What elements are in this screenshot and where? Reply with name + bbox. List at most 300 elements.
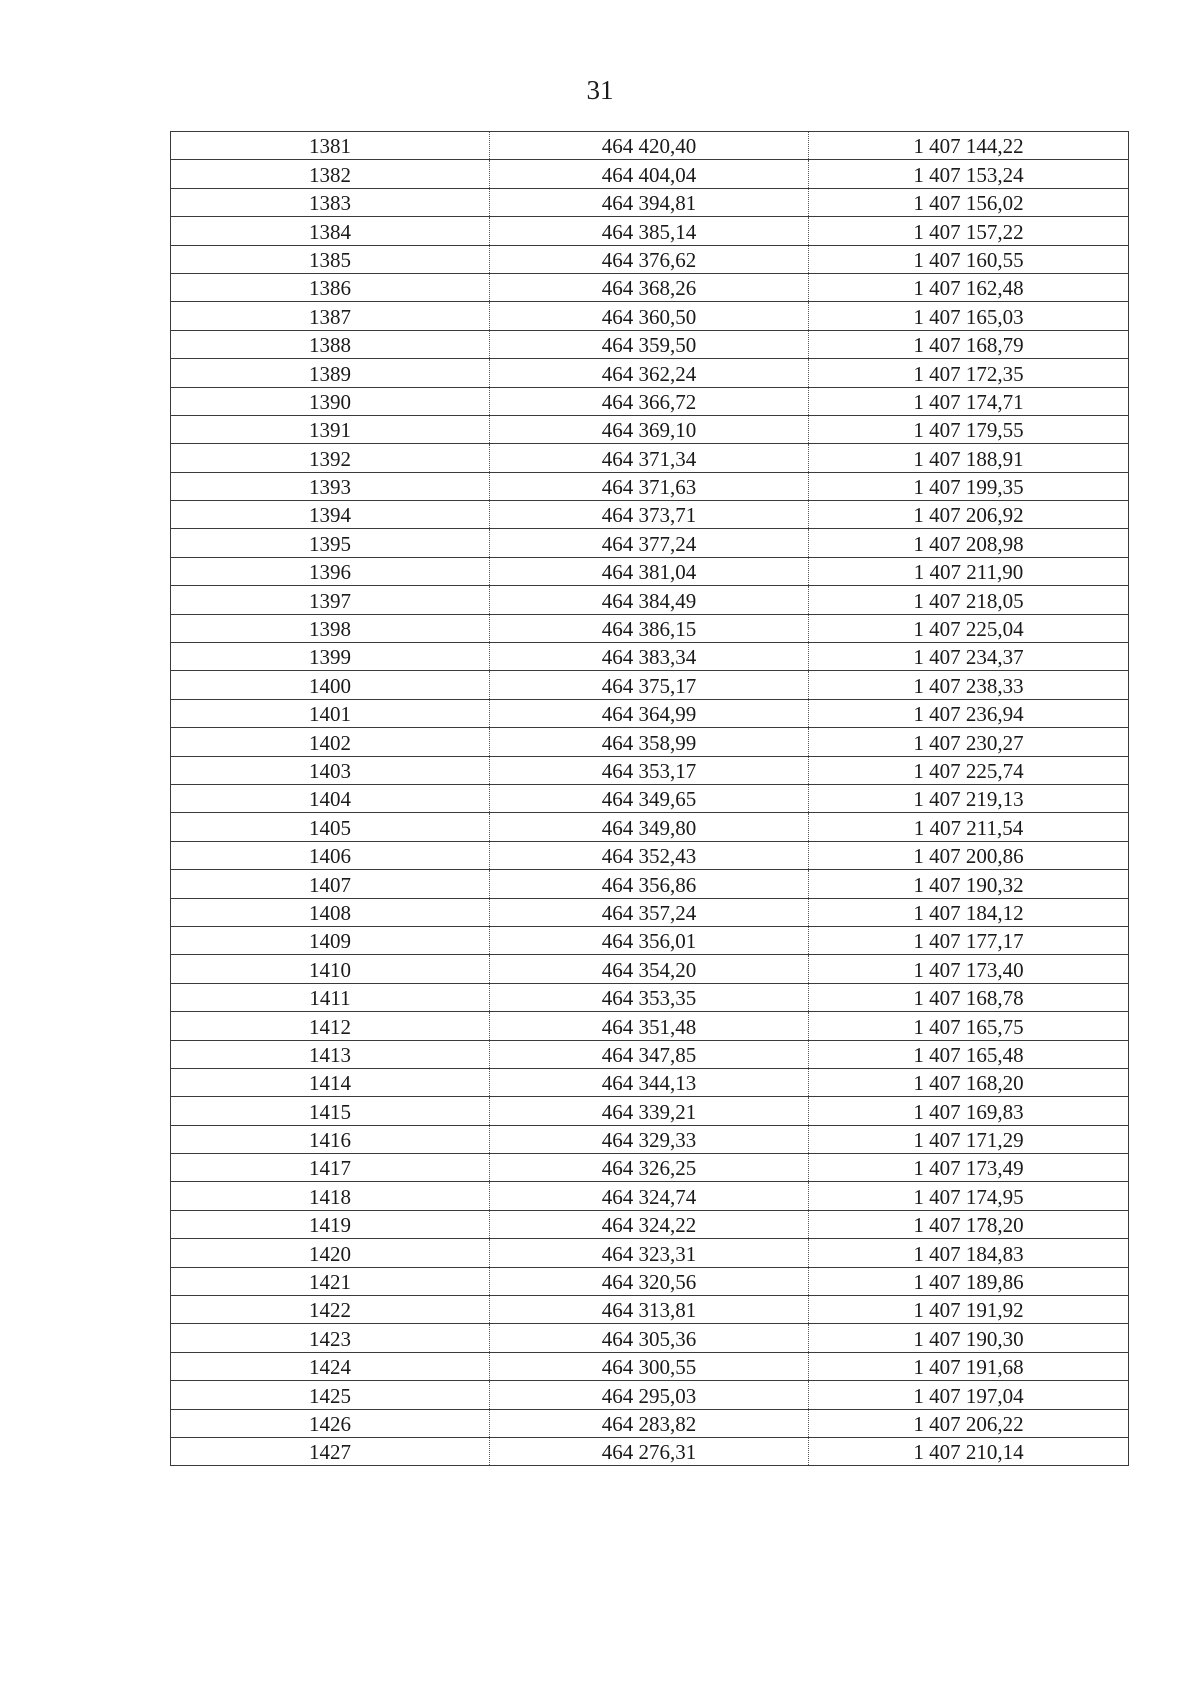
table-row bbox=[171, 415, 1129, 443]
table-row bbox=[171, 273, 1129, 301]
point-number-cell bbox=[171, 614, 490, 642]
point-number-cell-text: 1398 bbox=[309, 617, 351, 642]
point-number-cell bbox=[171, 330, 490, 358]
table-row bbox=[171, 188, 1129, 216]
table-row bbox=[171, 586, 1129, 614]
y-coordinate-cell-text: 1 407 200,86 bbox=[913, 844, 1024, 869]
point-number-cell-text: 1424 bbox=[309, 1355, 351, 1380]
point-number-cell-text: 1392 bbox=[309, 446, 351, 471]
y-coordinate-cell bbox=[809, 1182, 1129, 1210]
point-number-cell-text: 1423 bbox=[309, 1326, 351, 1351]
x-coordinate-cell-text: 464 276,31 bbox=[601, 1440, 697, 1465]
y-coordinate-cell-text: 1 407 208,98 bbox=[913, 531, 1024, 556]
point-number-cell bbox=[171, 160, 490, 188]
y-coordinate-cell-text: 1 407 236,94 bbox=[913, 702, 1024, 727]
point-number-cell bbox=[171, 472, 490, 500]
x-coordinate-cell bbox=[490, 728, 809, 756]
table-row bbox=[171, 926, 1129, 954]
point-number-cell-text: 1414 bbox=[309, 1071, 351, 1096]
point-number-cell-text: 1416 bbox=[309, 1128, 351, 1153]
y-coordinate-cell bbox=[809, 472, 1129, 500]
x-coordinate-cell-text: 464 324,22 bbox=[601, 1213, 697, 1238]
coordinates-table bbox=[170, 131, 1129, 1466]
table-row bbox=[171, 898, 1129, 926]
x-coordinate-cell bbox=[490, 1437, 809, 1465]
point-number-cell-text: 1400 bbox=[309, 673, 351, 698]
y-coordinate-cell-text: 1 407 153,24 bbox=[913, 162, 1024, 187]
table-row bbox=[171, 472, 1129, 500]
point-number-cell-text: 1399 bbox=[309, 645, 351, 670]
x-coordinate-cell-text: 464 359,50 bbox=[601, 333, 697, 358]
y-coordinate-cell-text: 1 407 157,22 bbox=[913, 219, 1024, 244]
y-coordinate-cell-text: 1 407 238,33 bbox=[913, 673, 1024, 698]
x-coordinate-cell-text: 464 366,72 bbox=[601, 389, 697, 414]
table-row bbox=[171, 1381, 1129, 1409]
x-coordinate-cell bbox=[490, 1125, 809, 1153]
table-row bbox=[171, 699, 1129, 727]
y-coordinate-cell-text: 1 407 191,68 bbox=[913, 1355, 1024, 1380]
x-coordinate-cell-text: 464 358,99 bbox=[601, 730, 697, 755]
table-row bbox=[171, 1097, 1129, 1125]
x-coordinate-cell-text: 464 339,21 bbox=[601, 1099, 697, 1124]
table-row bbox=[171, 614, 1129, 642]
point-number-cell-text: 1387 bbox=[309, 304, 351, 329]
point-number-cell-text: 1419 bbox=[309, 1213, 351, 1238]
table-row bbox=[171, 1154, 1129, 1182]
y-coordinate-cell-text: 1 407 172,35 bbox=[913, 361, 1024, 386]
x-coordinate-cell bbox=[490, 245, 809, 273]
point-number-cell bbox=[171, 1437, 490, 1465]
table-row bbox=[171, 217, 1129, 245]
x-coordinate-cell-text: 464 356,01 bbox=[601, 929, 697, 954]
point-number-cell bbox=[171, 132, 490, 160]
point-number-cell-text: 1390 bbox=[309, 389, 351, 414]
x-coordinate-cell bbox=[490, 1154, 809, 1182]
y-coordinate-cell-text: 1 407 211,90 bbox=[913, 560, 1024, 585]
point-number-cell bbox=[171, 188, 490, 216]
x-coordinate-cell-text: 464 353,17 bbox=[601, 758, 697, 783]
point-number-cell bbox=[171, 529, 490, 557]
table-row bbox=[171, 1239, 1129, 1267]
y-coordinate-cell bbox=[809, 728, 1129, 756]
point-number-cell bbox=[171, 1409, 490, 1437]
y-coordinate-cell bbox=[809, 1125, 1129, 1153]
table-row bbox=[171, 1296, 1129, 1324]
y-coordinate-cell-text: 1 407 168,79 bbox=[913, 333, 1024, 358]
x-coordinate-cell-text: 464 371,34 bbox=[601, 446, 697, 471]
point-number-cell bbox=[171, 1381, 490, 1409]
point-number-cell-text: 1427 bbox=[309, 1440, 351, 1465]
point-number-cell-text: 1412 bbox=[309, 1014, 351, 1039]
table-row bbox=[171, 1267, 1129, 1295]
y-coordinate-cell bbox=[809, 1210, 1129, 1238]
point-number-cell-text: 1384 bbox=[309, 219, 351, 244]
point-number-cell-text: 1403 bbox=[309, 758, 351, 783]
y-coordinate-cell bbox=[809, 132, 1129, 160]
x-coordinate-cell bbox=[490, 1097, 809, 1125]
point-number-cell-text: 1409 bbox=[309, 929, 351, 954]
y-coordinate-cell-text: 1 407 173,49 bbox=[913, 1156, 1024, 1181]
table-row bbox=[171, 1324, 1129, 1352]
table-row bbox=[171, 1125, 1129, 1153]
point-number-cell bbox=[171, 699, 490, 727]
y-coordinate-cell-text: 1 407 199,35 bbox=[913, 475, 1024, 500]
x-coordinate-cell bbox=[490, 1040, 809, 1068]
y-coordinate-cell bbox=[809, 387, 1129, 415]
y-coordinate-cell bbox=[809, 841, 1129, 869]
coordinates-table-body bbox=[171, 132, 1129, 1466]
y-coordinate-cell-text: 1 407 197,04 bbox=[913, 1383, 1024, 1408]
y-coordinate-cell-text: 1 407 211,54 bbox=[913, 815, 1024, 840]
point-number-cell bbox=[171, 813, 490, 841]
point-number-cell bbox=[171, 1012, 490, 1040]
point-number-cell bbox=[171, 728, 490, 756]
x-coordinate-cell bbox=[490, 444, 809, 472]
point-number-cell bbox=[171, 217, 490, 245]
x-coordinate-cell bbox=[490, 643, 809, 671]
point-number-cell bbox=[171, 1040, 490, 1068]
y-coordinate-cell-text: 1 407 219,13 bbox=[913, 787, 1024, 812]
table-row bbox=[171, 1182, 1129, 1210]
point-number-cell-text: 1405 bbox=[309, 815, 351, 840]
x-coordinate-cell bbox=[490, 1267, 809, 1295]
x-coordinate-cell bbox=[490, 501, 809, 529]
point-number-cell-text: 1426 bbox=[309, 1411, 351, 1436]
x-coordinate-cell bbox=[490, 784, 809, 812]
x-coordinate-cell-text: 464 313,81 bbox=[601, 1298, 697, 1323]
y-coordinate-cell-text: 1 407 174,95 bbox=[913, 1184, 1024, 1209]
point-number-cell bbox=[171, 1068, 490, 1096]
point-number-cell bbox=[171, 245, 490, 273]
x-coordinate-cell-text: 464 381,04 bbox=[601, 560, 697, 585]
x-coordinate-cell-text: 464 347,85 bbox=[601, 1042, 697, 1067]
y-coordinate-cell bbox=[809, 671, 1129, 699]
x-coordinate-cell bbox=[490, 1210, 809, 1238]
x-coordinate-cell bbox=[490, 557, 809, 585]
point-number-cell bbox=[171, 671, 490, 699]
x-coordinate-cell-text: 464 369,10 bbox=[601, 418, 697, 443]
point-number-cell-text: 1425 bbox=[309, 1383, 351, 1408]
table-row bbox=[171, 643, 1129, 671]
point-number-cell-text: 1420 bbox=[309, 1241, 351, 1266]
x-coordinate-cell-text: 464 283,82 bbox=[601, 1411, 697, 1436]
table-row bbox=[171, 359, 1129, 387]
y-coordinate-cell bbox=[809, 273, 1129, 301]
x-coordinate-cell-text: 464 356,86 bbox=[601, 872, 697, 897]
y-coordinate-cell-text: 1 407 177,17 bbox=[913, 929, 1024, 954]
table-row bbox=[171, 132, 1129, 160]
y-coordinate-cell-text: 1 407 156,02 bbox=[913, 191, 1024, 216]
x-coordinate-cell-text: 464 353,35 bbox=[601, 986, 697, 1011]
x-coordinate-cell bbox=[490, 841, 809, 869]
point-number-cell bbox=[171, 1239, 490, 1267]
y-coordinate-cell bbox=[809, 1409, 1129, 1437]
point-number-cell-text: 1395 bbox=[309, 531, 351, 556]
x-coordinate-cell-text: 464 386,15 bbox=[601, 617, 697, 642]
y-coordinate-cell bbox=[809, 245, 1129, 273]
point-number-cell-text: 1422 bbox=[309, 1298, 351, 1323]
x-coordinate-cell-text: 464 384,49 bbox=[601, 588, 697, 613]
x-coordinate-cell bbox=[490, 359, 809, 387]
y-coordinate-cell bbox=[809, 1239, 1129, 1267]
x-coordinate-cell bbox=[490, 1296, 809, 1324]
point-number-cell bbox=[171, 955, 490, 983]
x-coordinate-cell-text: 464 300,55 bbox=[601, 1355, 697, 1380]
y-coordinate-cell-text: 1 407 184,83 bbox=[913, 1241, 1024, 1266]
x-coordinate-cell bbox=[490, 1068, 809, 1096]
y-coordinate-cell-text: 1 407 165,03 bbox=[913, 304, 1024, 329]
y-coordinate-cell-text: 1 407 168,78 bbox=[913, 986, 1024, 1011]
point-number-cell bbox=[171, 926, 490, 954]
y-coordinate-cell bbox=[809, 955, 1129, 983]
point-number-cell bbox=[171, 898, 490, 926]
x-coordinate-cell bbox=[490, 1239, 809, 1267]
x-coordinate-cell-text: 464 323,31 bbox=[601, 1241, 697, 1266]
x-coordinate-cell-text: 464 376,62 bbox=[601, 247, 697, 272]
y-coordinate-cell-text: 1 407 160,55 bbox=[913, 247, 1024, 272]
x-coordinate-cell bbox=[490, 217, 809, 245]
y-coordinate-cell bbox=[809, 330, 1129, 358]
point-number-cell-text: 1415 bbox=[309, 1099, 351, 1124]
y-coordinate-cell bbox=[809, 784, 1129, 812]
y-coordinate-cell bbox=[809, 217, 1129, 245]
x-coordinate-cell bbox=[490, 387, 809, 415]
y-coordinate-cell-text: 1 407 190,32 bbox=[913, 872, 1024, 897]
table-row bbox=[171, 841, 1129, 869]
x-coordinate-cell bbox=[490, 756, 809, 784]
y-coordinate-cell bbox=[809, 529, 1129, 557]
x-coordinate-cell-text: 464 354,20 bbox=[601, 957, 697, 982]
table-row bbox=[171, 671, 1129, 699]
x-coordinate-cell-text: 464 377,24 bbox=[601, 531, 697, 556]
y-coordinate-cell bbox=[809, 1296, 1129, 1324]
x-coordinate-cell bbox=[490, 1012, 809, 1040]
point-number-cell bbox=[171, 501, 490, 529]
y-coordinate-cell bbox=[809, 756, 1129, 784]
point-number-cell bbox=[171, 983, 490, 1011]
x-coordinate-cell bbox=[490, 898, 809, 926]
y-coordinate-cell-text: 1 407 174,71 bbox=[913, 389, 1024, 414]
table-row bbox=[171, 529, 1129, 557]
y-coordinate-cell bbox=[809, 557, 1129, 585]
y-coordinate-cell-text: 1 407 162,48 bbox=[913, 276, 1024, 301]
point-number-cell bbox=[171, 586, 490, 614]
table-row bbox=[171, 756, 1129, 784]
point-number-cell bbox=[171, 1352, 490, 1380]
y-coordinate-cell-text: 1 407 206,92 bbox=[913, 503, 1024, 528]
table-row bbox=[171, 387, 1129, 415]
y-coordinate-cell-text: 1 407 179,55 bbox=[913, 418, 1024, 443]
y-coordinate-cell bbox=[809, 302, 1129, 330]
y-coordinate-cell-text: 1 407 234,37 bbox=[913, 645, 1024, 670]
y-coordinate-cell bbox=[809, 1097, 1129, 1125]
table-row bbox=[171, 160, 1129, 188]
point-number-cell bbox=[171, 870, 490, 898]
y-coordinate-cell bbox=[809, 614, 1129, 642]
y-coordinate-cell-text: 1 407 190,30 bbox=[913, 1326, 1024, 1351]
x-coordinate-cell-text: 464 324,74 bbox=[601, 1184, 697, 1209]
table-row bbox=[171, 557, 1129, 585]
x-coordinate-cell bbox=[490, 699, 809, 727]
y-coordinate-cell-text: 1 407 144,22 bbox=[913, 134, 1024, 159]
x-coordinate-cell bbox=[490, 983, 809, 1011]
x-coordinate-cell-text: 464 344,13 bbox=[601, 1071, 697, 1096]
x-coordinate-cell bbox=[490, 529, 809, 557]
point-number-cell bbox=[171, 1154, 490, 1182]
x-coordinate-cell bbox=[490, 160, 809, 188]
point-number-cell bbox=[171, 756, 490, 784]
point-number-cell-text: 1381 bbox=[309, 134, 351, 159]
point-number-cell bbox=[171, 273, 490, 301]
point-number-cell bbox=[171, 1182, 490, 1210]
x-coordinate-cell bbox=[490, 1352, 809, 1380]
table-row bbox=[171, 1352, 1129, 1380]
table-row bbox=[171, 955, 1129, 983]
x-coordinate-cell-text: 464 394,81 bbox=[601, 191, 697, 216]
point-number-cell bbox=[171, 1210, 490, 1238]
x-coordinate-cell-text: 464 368,26 bbox=[601, 276, 697, 301]
table-row bbox=[171, 1012, 1129, 1040]
y-coordinate-cell bbox=[809, 699, 1129, 727]
y-coordinate-cell-text: 1 407 165,75 bbox=[913, 1014, 1024, 1039]
y-coordinate-cell bbox=[809, 1154, 1129, 1182]
x-coordinate-cell bbox=[490, 330, 809, 358]
point-number-cell-text: 1383 bbox=[309, 191, 351, 216]
point-number-cell-text: 1385 bbox=[309, 247, 351, 272]
point-number-cell bbox=[171, 841, 490, 869]
x-coordinate-cell-text: 464 305,36 bbox=[601, 1326, 697, 1351]
y-coordinate-cell-text: 1 407 230,27 bbox=[913, 730, 1024, 755]
table-row bbox=[171, 1040, 1129, 1068]
x-coordinate-cell-text: 464 351,48 bbox=[601, 1014, 697, 1039]
y-coordinate-cell bbox=[809, 926, 1129, 954]
point-number-cell-text: 1406 bbox=[309, 844, 351, 869]
y-coordinate-cell-text: 1 407 168,20 bbox=[913, 1071, 1024, 1096]
x-coordinate-cell bbox=[490, 614, 809, 642]
point-number-cell-text: 1410 bbox=[309, 957, 351, 982]
y-coordinate-cell-text: 1 407 188,91 bbox=[913, 446, 1024, 471]
y-coordinate-cell bbox=[809, 444, 1129, 472]
y-coordinate-cell bbox=[809, 813, 1129, 841]
y-coordinate-cell bbox=[809, 160, 1129, 188]
table-row bbox=[171, 1409, 1129, 1437]
point-number-cell-text: 1417 bbox=[309, 1156, 351, 1181]
point-number-cell bbox=[171, 1296, 490, 1324]
x-coordinate-cell bbox=[490, 1182, 809, 1210]
x-coordinate-cell-text: 464 385,14 bbox=[601, 219, 697, 244]
table-row bbox=[171, 1068, 1129, 1096]
table-row bbox=[171, 1437, 1129, 1465]
x-coordinate-cell-text: 464 295,03 bbox=[601, 1383, 697, 1408]
x-coordinate-cell-text: 464 375,17 bbox=[601, 673, 697, 698]
x-coordinate-cell bbox=[490, 813, 809, 841]
point-number-cell bbox=[171, 557, 490, 585]
x-coordinate-cell bbox=[490, 671, 809, 699]
y-coordinate-cell bbox=[809, 898, 1129, 926]
y-coordinate-cell-text: 1 407 210,14 bbox=[913, 1440, 1024, 1465]
table-row bbox=[171, 302, 1129, 330]
point-number-cell-text: 1407 bbox=[309, 872, 351, 897]
point-number-cell-text: 1393 bbox=[309, 475, 351, 500]
point-number-cell-text: 1386 bbox=[309, 276, 351, 301]
y-coordinate-cell-text: 1 407 165,48 bbox=[913, 1042, 1024, 1067]
x-coordinate-cell bbox=[490, 1409, 809, 1437]
table-row bbox=[171, 1210, 1129, 1238]
table-row bbox=[171, 501, 1129, 529]
y-coordinate-cell-text: 1 407 169,83 bbox=[913, 1099, 1024, 1124]
point-number-cell-text: 1413 bbox=[309, 1042, 351, 1067]
point-number-cell bbox=[171, 1267, 490, 1295]
table-row bbox=[171, 813, 1129, 841]
point-number-cell-text: 1404 bbox=[309, 787, 351, 812]
y-coordinate-cell-text: 1 407 178,20 bbox=[913, 1213, 1024, 1238]
x-coordinate-cell bbox=[490, 472, 809, 500]
x-coordinate-cell-text: 464 404,04 bbox=[601, 162, 697, 187]
y-coordinate-cell bbox=[809, 1324, 1129, 1352]
x-coordinate-cell-text: 464 364,99 bbox=[601, 702, 697, 727]
point-number-cell-text: 1397 bbox=[309, 588, 351, 613]
point-number-cell-text: 1411 bbox=[309, 986, 351, 1011]
x-coordinate-cell bbox=[490, 586, 809, 614]
y-coordinate-cell-text: 1 407 218,05 bbox=[913, 588, 1024, 613]
y-coordinate-cell-text: 1 407 173,40 bbox=[913, 957, 1024, 982]
y-coordinate-cell-text: 1 407 171,29 bbox=[913, 1128, 1024, 1153]
x-coordinate-cell bbox=[490, 415, 809, 443]
x-coordinate-cell bbox=[490, 188, 809, 216]
point-number-cell-text: 1394 bbox=[309, 503, 351, 528]
y-coordinate-cell-text: 1 407 206,22 bbox=[913, 1411, 1024, 1436]
y-coordinate-cell bbox=[809, 870, 1129, 898]
x-coordinate-cell bbox=[490, 273, 809, 301]
x-coordinate-cell bbox=[490, 955, 809, 983]
point-number-cell-text: 1401 bbox=[309, 702, 351, 727]
point-number-cell-text: 1418 bbox=[309, 1184, 351, 1209]
table-row bbox=[171, 444, 1129, 472]
point-number-cell bbox=[171, 1125, 490, 1153]
x-coordinate-cell-text: 464 362,24 bbox=[601, 361, 697, 386]
y-coordinate-cell bbox=[809, 359, 1129, 387]
x-coordinate-cell-text: 464 320,56 bbox=[601, 1270, 697, 1295]
point-number-cell-text: 1421 bbox=[309, 1270, 351, 1295]
table-row bbox=[171, 245, 1129, 273]
x-coordinate-cell-text: 464 326,25 bbox=[601, 1156, 697, 1181]
point-number-cell bbox=[171, 302, 490, 330]
x-coordinate-cell bbox=[490, 132, 809, 160]
y-coordinate-cell-text: 1 407 225,74 bbox=[913, 758, 1024, 783]
x-coordinate-cell-text: 464 360,50 bbox=[601, 304, 697, 329]
x-coordinate-cell-text: 464 357,24 bbox=[601, 900, 697, 925]
point-number-cell-text: 1402 bbox=[309, 730, 351, 755]
point-number-cell bbox=[171, 415, 490, 443]
y-coordinate-cell-text: 1 407 184,12 bbox=[913, 900, 1024, 925]
y-coordinate-cell bbox=[809, 586, 1129, 614]
x-coordinate-cell-text: 464 373,71 bbox=[601, 503, 697, 528]
x-coordinate-cell bbox=[490, 926, 809, 954]
y-coordinate-cell bbox=[809, 1068, 1129, 1096]
point-number-cell bbox=[171, 387, 490, 415]
point-number-cell bbox=[171, 784, 490, 812]
table-row bbox=[171, 728, 1129, 756]
y-coordinate-cell bbox=[809, 1012, 1129, 1040]
point-number-cell bbox=[171, 444, 490, 472]
y-coordinate-cell bbox=[809, 983, 1129, 1011]
x-coordinate-cell-text: 464 352,43 bbox=[601, 844, 697, 869]
table-row bbox=[171, 983, 1129, 1011]
x-coordinate-cell bbox=[490, 870, 809, 898]
y-coordinate-cell-text: 1 407 189,86 bbox=[913, 1270, 1024, 1295]
y-coordinate-cell-text: 1 407 225,04 bbox=[913, 617, 1024, 642]
y-coordinate-cell bbox=[809, 1352, 1129, 1380]
